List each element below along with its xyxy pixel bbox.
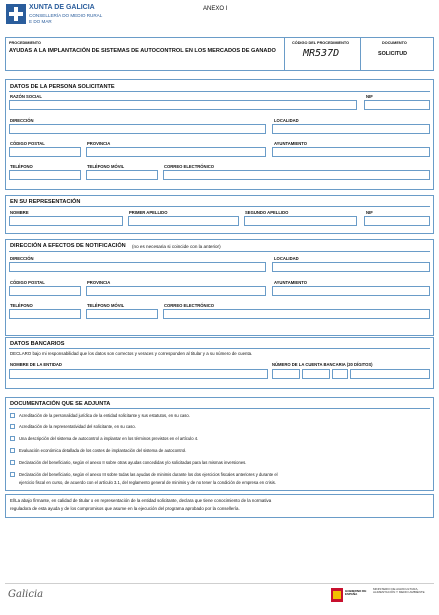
procedure-code: MR537D xyxy=(303,48,340,59)
label-localidad: LOCALIDAD xyxy=(274,256,299,261)
label-account: NÚMERO DE LA CUENTA BANCARIA (20 DÍGITOS) xyxy=(272,362,373,367)
doc-checkbox[interactable] xyxy=(10,448,15,453)
doc-option: Declaración del beneficiario, según el anexo II sobre otras ayudas concedidas y/o solicitadas para las mismas inversiones. xyxy=(19,460,247,465)
doc-checkbox[interactable] xyxy=(10,424,15,429)
notif-ayuntamiento-field[interactable] xyxy=(272,286,430,296)
section-title: DATOS DE LA PERSONA SOLICITANTE xyxy=(10,84,115,90)
label-primer-apellido: PRIMER APELLIDO xyxy=(129,210,168,215)
direccion-field[interactable] xyxy=(9,124,266,134)
label-nif: NIF xyxy=(366,94,373,99)
divider xyxy=(360,37,361,71)
ministry-name: MINISTERIO DE AGRICULTURA, ALIMENTACIÓN Y MEDIO AMBIENTE xyxy=(373,587,425,595)
ayuntamiento-field[interactable] xyxy=(272,147,430,157)
code-label: CÓDIGO DEL PROCEDIMIENTO xyxy=(292,41,350,45)
doc-option-continued: ejercicio fiscal en curso, de acuerdo con el artículo 3.1, del reglamento general de minimis y de no tener la condición de empresa en crisis. xyxy=(19,480,276,485)
doc-option: Una descripción del sistema de autocontrol a implantar en los términos previstos en el artículo 4. xyxy=(19,436,199,441)
section-rule xyxy=(9,348,430,349)
doc-checkbox[interactable] xyxy=(10,460,15,465)
notif-telefono-field[interactable] xyxy=(9,309,81,319)
account-dc-field[interactable] xyxy=(332,369,348,379)
provincia-field[interactable] xyxy=(86,147,266,157)
section-title: DIRECCIÓN A EFECTOS DE NOTIFICACIÓN xyxy=(10,243,126,249)
declaration-line-2: reguladora de esta ayuda y de los compromisos que asume en la ejecución del programa aprobado por la consellería. xyxy=(10,506,240,511)
doc-option: Acreditación de la representatividad del solicitante, en su caso. xyxy=(19,424,136,429)
org-name: XUNTA DE GALICIA xyxy=(29,4,95,11)
footer-rule xyxy=(5,583,434,584)
label-nombre: NOMBRE xyxy=(10,210,29,215)
label-provincia: PROVINCIA xyxy=(87,141,111,146)
localidad-field[interactable] xyxy=(272,124,430,134)
account-entity-field[interactable] xyxy=(272,369,300,379)
label-codigo-postal: CÓDIGO POSTAL xyxy=(10,280,45,285)
label-direccion: DIRECCIÓN xyxy=(10,118,34,123)
document-label: DOCUMENTO xyxy=(382,41,407,45)
section-rule xyxy=(9,251,430,252)
correo-field[interactable] xyxy=(163,170,430,180)
label-telefono-movil: TELÉFONO MÓVIL xyxy=(87,303,125,308)
notif-provincia-field[interactable] xyxy=(86,286,266,296)
galicia-logo: Galicia xyxy=(8,589,44,600)
xunta-logo xyxy=(6,4,26,24)
account-number-field[interactable] xyxy=(350,369,430,379)
label-razon-social: RAZÓN SOCIAL xyxy=(10,94,42,99)
procedure-label: PROCEDIMIENTO xyxy=(9,41,41,45)
nif-rep-field[interactable] xyxy=(364,216,430,226)
notif-telefono-movil-field[interactable] xyxy=(86,309,158,319)
label-telefono: TELÉFONO xyxy=(10,164,33,169)
segundo-apellido-field[interactable] xyxy=(244,216,357,226)
nombre-field[interactable] xyxy=(9,216,123,226)
doc-option: Evaluación económica detallada de los costes de implantación del sistema de autocontrol. xyxy=(19,448,187,453)
label-ayuntamiento: AYUNTAMIENTO xyxy=(274,280,307,285)
annex-label: ANEXO I xyxy=(203,6,228,12)
telefono-movil-field[interactable] xyxy=(86,170,158,180)
section-note: (no es necesaria si coincide con la anterior) xyxy=(132,244,221,249)
notif-direccion-field[interactable] xyxy=(9,262,266,272)
codigo-postal-field[interactable] xyxy=(9,147,81,157)
doc-checkbox[interactable] xyxy=(10,472,15,477)
account-office-field[interactable] xyxy=(302,369,330,379)
declaration-line-1: El/La abajo firmante, en calidad de titular o en representación de la entidad solicitante, declara que tiene conocimiento de la normativa xyxy=(10,498,272,503)
label-provincia: PROVINCIA xyxy=(87,280,111,285)
notif-localidad-field[interactable] xyxy=(272,262,430,272)
document-type: SOLICITUD xyxy=(378,51,408,57)
entity-field[interactable] xyxy=(9,369,268,379)
doc-option: Declaración del beneficiario, según el anexo III sobre todas las ayudas de minimis durante los dos ejercicios fiscales anteriores y durante el xyxy=(19,472,278,477)
label-codigo-postal: CÓDIGO POSTAL xyxy=(10,141,45,146)
org-department: CONSELLERÍA DO MEDIO RURAL xyxy=(29,13,103,18)
label-correo: CORREO ELECTRÓNICO xyxy=(164,303,215,308)
section-rule xyxy=(9,408,430,409)
section-title: DATOS BANCARIOS xyxy=(10,341,65,347)
bank-declaration: DECLARO bajo mi responsabilidad que los datos son correctos y veraces y corresponden al titular y a su número de cuenta. xyxy=(10,351,253,356)
government-label: GOBIERNO DE ESPAÑA xyxy=(345,589,367,597)
spain-coat-of-arms xyxy=(331,588,343,602)
label-entity: NOMBRE DE LA ENTIDAD xyxy=(10,362,62,367)
razon-social-field[interactable] xyxy=(9,100,357,110)
label-segundo-apellido: SEGUNDO APELLIDO xyxy=(245,210,289,215)
section-rule xyxy=(9,206,430,207)
label-correo: CORREO ELECTRÓNICO xyxy=(164,164,215,169)
label-direccion: DIRECCIÓN xyxy=(10,256,34,261)
procedure-title: AYUDAS A LA IMPLANTACIÓN DE SISTEMAS DE AUTOCONTROL EN LOS MERCADOS DE GANADO xyxy=(9,48,276,54)
section-rule xyxy=(9,91,430,92)
doc-option: Acreditación de la personalidad jurídica de la entidad solicitante y sus estatutos, en su caso. xyxy=(19,413,190,418)
primer-apellido-field[interactable] xyxy=(128,216,239,226)
notif-correo-field[interactable] xyxy=(163,309,430,319)
label-telefono: TELÉFONO xyxy=(10,303,33,308)
notif-codigo-postal-field[interactable] xyxy=(9,286,81,296)
org-department-2: E DO MAR xyxy=(29,19,52,24)
label-nif-rep: NIF xyxy=(366,210,373,215)
divider xyxy=(284,37,285,71)
doc-checkbox[interactable] xyxy=(10,436,15,441)
label-telefono-movil: TELÉFONO MÓVIL xyxy=(87,164,125,169)
nif-field[interactable] xyxy=(364,100,430,110)
label-localidad: LOCALIDAD xyxy=(274,118,299,123)
telefono-field[interactable] xyxy=(9,170,81,180)
doc-checkbox[interactable] xyxy=(10,413,15,418)
section-title: EN SU REPRESENTACIÓN xyxy=(10,199,81,205)
section-title: DOCUMENTACIÓN QUE SE ADJUNTA xyxy=(10,401,111,407)
label-ayuntamiento: AYUNTAMIENTO xyxy=(274,141,307,146)
